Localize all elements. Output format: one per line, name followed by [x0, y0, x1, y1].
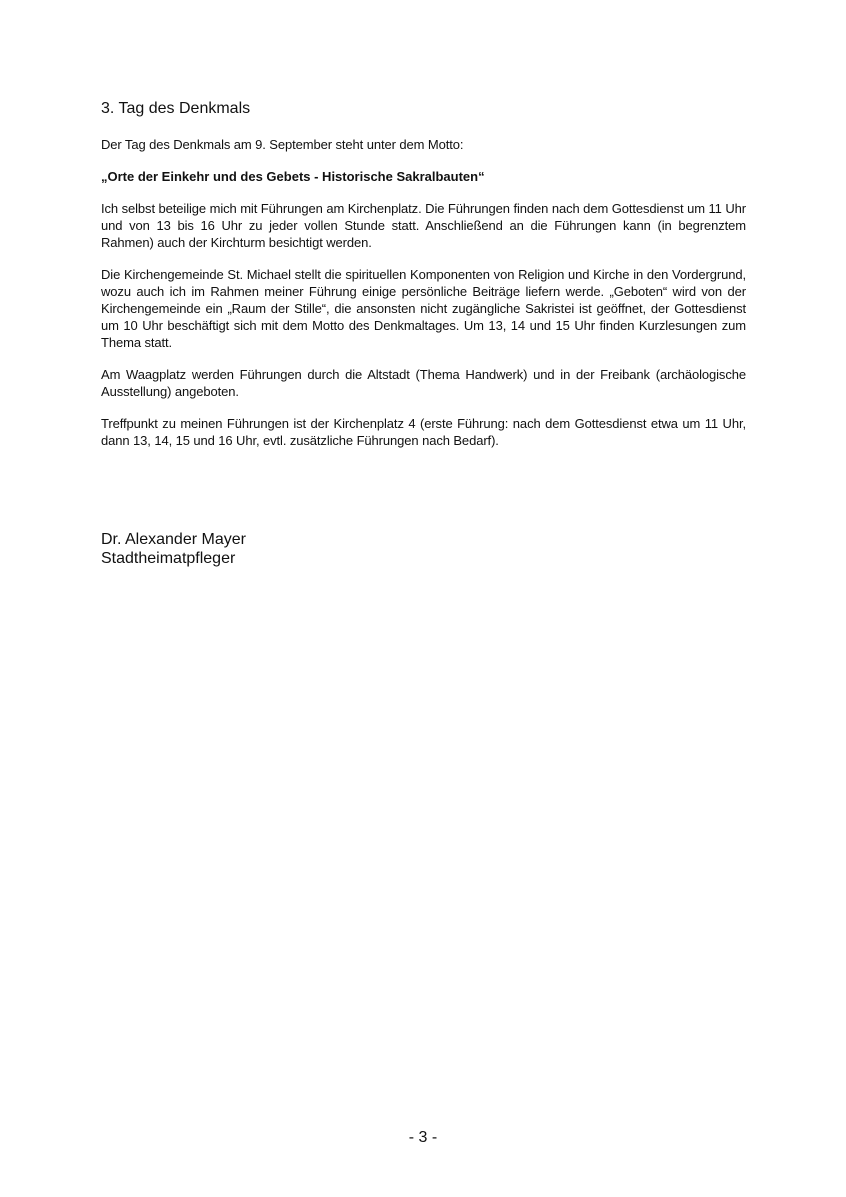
document-body [101, 99, 746, 464]
paragraph-parish: Die Kirchengemeinde St. Michael stellt die spirituellen Komponenten von Religion und Kirche in den Vordergrund, wozu auch ich im Rahmen meiner Führung einige persönliche Beiträge liefern werde. „Geboten“ wird von der Kirchengemeinde ein „Raum der Stille“, die ansonsten nicht zugängliche Sakristei ist geöffnet, der Gottesdienst um 10 Uhr beschäftigt sich mit dem Motto des Denkmaltages. Um 13, 14 und 15 Uhr finden Kurzlesungen zum Thema statt. [101, 267, 746, 350]
motto-text: „Orte der Einkehr und des Gebets - Historische Sakralbauten“ [101, 169, 485, 184]
signature-block [101, 530, 246, 568]
page-number: - 3 - [408, 1129, 438, 1146]
intro-paragraph: Der Tag des Denkmals am 9. September steht unter dem Motto: [101, 137, 464, 152]
paragraph-meeting-point: Treffpunkt zu meinen Führungen ist der Kirchenplatz 4 (erste Führung: nach dem Gottesdienst etwa um 11 Uhr, dann 13, 14, 15 und 16 Uhr, evtl. zusätzliche Führungen nach Bedarf). [101, 416, 746, 448]
signature-role: Stadtheimatpfleger [101, 550, 236, 567]
paragraph-guided-tours: Ich selbst beteilige mich mit Führungen am Kirchenplatz. Die Führungen finden nach dem Gottesdienst um 11 Uhr und von 13 bis 16 Uhr zu jeder vollen Stunde statt. Anschließend an die Führungen kann (in begrenztem Rahmen) auch der Kirchturm besichtigt werden. [101, 201, 746, 250]
signature-name: Dr. Alexander Mayer [101, 531, 246, 548]
paragraph-waagplatz: Am Waagplatz werden Führungen durch die Altstadt (Thema Handwerk) und in der Freibank (archäologische Ausstellung) angeboten. [101, 367, 746, 399]
section-heading: 3. Tag des Denkmals [101, 100, 251, 117]
